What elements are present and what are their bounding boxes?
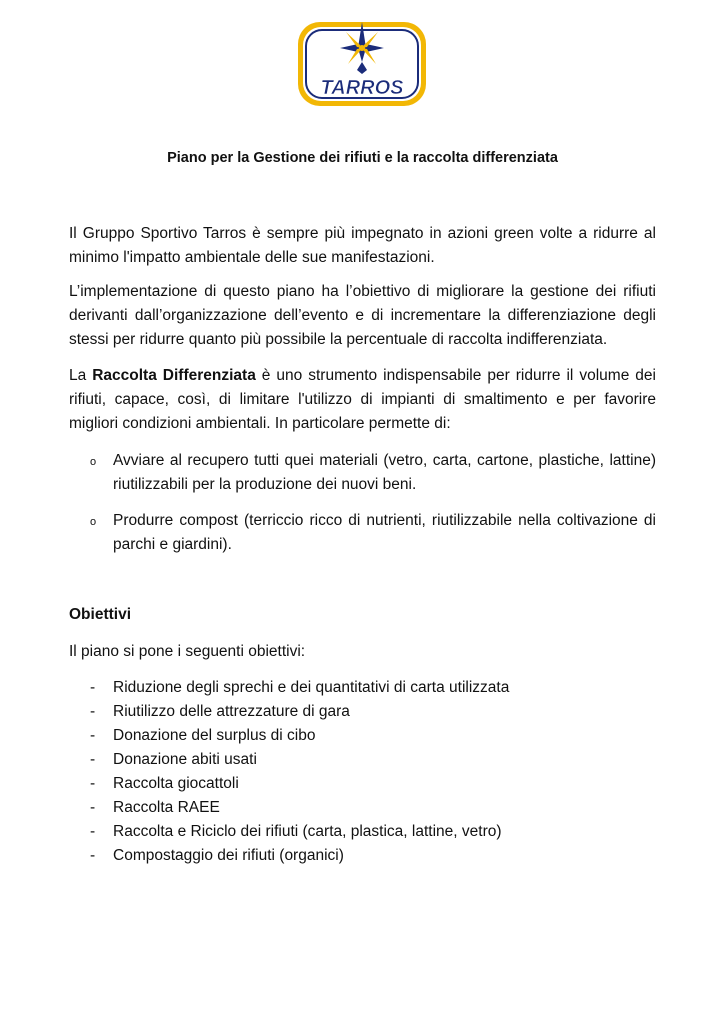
objective-text: Raccolta RAEE bbox=[113, 799, 220, 816]
list-item bbox=[69, 449, 656, 497]
dash-marker: - bbox=[90, 679, 96, 696]
list-item bbox=[69, 748, 656, 772]
objectives-heading: Obiettivi bbox=[69, 606, 132, 623]
objective-text: Riutilizzo delle attrezzature di gara bbox=[113, 703, 350, 720]
objectives-list bbox=[69, 676, 656, 868]
intro-text-1: Il Gruppo Sportivo Tarros è sempre più impegnato in azioni green volte a ridurre al minimo l'impatto ambientale delle sue manifestazioni. bbox=[69, 225, 656, 266]
objective-text: Compostaggio dei rifiuti (organici) bbox=[113, 847, 344, 864]
benefits-list bbox=[69, 449, 656, 557]
objective-text: Riduzione degli sprechi e dei quantitativi di carta utilizzata bbox=[113, 679, 510, 696]
list-item bbox=[69, 724, 656, 748]
bullet-marker: o bbox=[90, 456, 97, 468]
list-item bbox=[69, 700, 656, 724]
list-item bbox=[69, 509, 656, 557]
dash-marker: - bbox=[90, 847, 96, 864]
objectives-intro: Il piano si pone i seguenti obiettivi: bbox=[69, 643, 306, 660]
objective-text: Donazione del surplus di cibo bbox=[113, 727, 316, 744]
intro-text-3-post: è uno strumento indispensabile per ridurre il volume dei rifiuti, capace, così, di limitare l'utilizzo di impianti di smaltimento e per favorire migliori condizioni ambientali. In particolare permette di: bbox=[69, 367, 656, 432]
list-item bbox=[69, 676, 656, 700]
bullet-marker: o bbox=[90, 516, 97, 528]
intro-paragraph-3 bbox=[69, 364, 656, 436]
intro-text-3-bold: Raccolta Differenziata bbox=[92, 367, 256, 384]
dash-marker: - bbox=[90, 727, 96, 744]
objective-text: Donazione abiti usati bbox=[113, 751, 257, 768]
intro-paragraph-2 bbox=[69, 280, 656, 352]
list-item bbox=[69, 844, 656, 868]
intro-text-2: L’implementazione di questo piano ha l’obiettivo di migliorare la gestione dei rifiuti derivanti dall’organizzazione dell’evento e di incrementare la differenziazione degli stessi per ridurre quanto più possibile la percentuale di raccolta indifferenziata. bbox=[69, 283, 656, 348]
objectives-heading-block bbox=[69, 603, 656, 627]
dash-marker: - bbox=[90, 799, 96, 816]
list-item bbox=[69, 796, 656, 820]
dash-marker: - bbox=[90, 703, 96, 720]
bullet-text: Produrre compost (terriccio ricco di nutrienti, riutilizzabile nella coltivazione di parchi e giardini). bbox=[113, 512, 656, 553]
list-item bbox=[69, 772, 656, 796]
objective-text: Raccolta giocattoli bbox=[113, 775, 239, 792]
dash-marker: - bbox=[90, 775, 96, 792]
list-item bbox=[69, 820, 656, 844]
tarros-logo bbox=[296, 18, 428, 108]
objectives-intro-block bbox=[69, 640, 656, 664]
dash-marker: - bbox=[90, 751, 96, 768]
intro-text-3-pre: La bbox=[69, 367, 93, 384]
page-title: Piano per la Gestione dei rifiuti e la raccolta differenziata bbox=[167, 150, 558, 166]
logo-text: TARROS bbox=[320, 77, 404, 99]
intro-paragraph-1 bbox=[69, 222, 656, 270]
bullet-text: Avviare al recupero tutti quei materiali (vetro, carta, cartone, plastiche, lattine) riutilizzabili per la produzione dei nuovi beni. bbox=[113, 452, 656, 493]
dash-marker: - bbox=[90, 823, 96, 840]
objective-text: Raccolta e Riciclo dei rifiuti (carta, plastica, lattine, vetro) bbox=[113, 823, 502, 840]
